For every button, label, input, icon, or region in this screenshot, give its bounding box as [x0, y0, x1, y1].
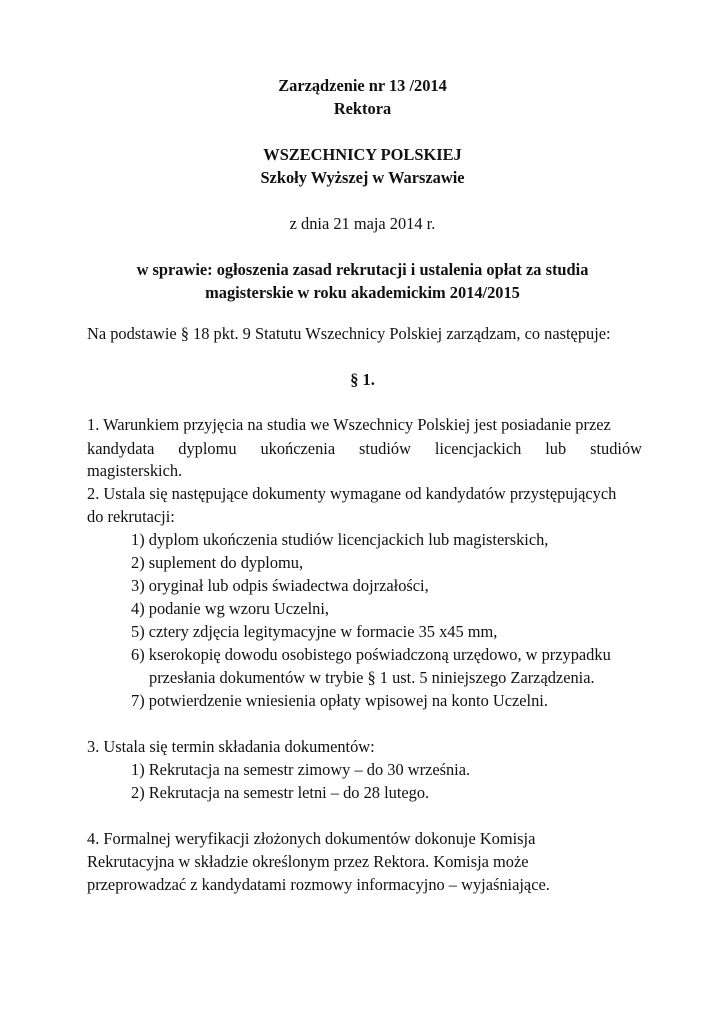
list-item: 3) oryginał lub odpis świadectwa dojrzałości,: [131, 576, 429, 595]
section-heading: § 1.: [350, 370, 375, 389]
legal-basis: Na podstawie § 18 pkt. 9 Statutu Wszechnicy Polskiej zarządzam, co następuje:: [87, 324, 611, 343]
paragraph-4-line-3: przeprowadzać z kandydatami rozmowy informacyjno – wyjaśniające.: [87, 875, 550, 894]
paragraph-3-line-1: 3. Ustala się termin składania dokumentów:: [87, 737, 375, 756]
paragraph-2-line-2: do rekrutacji:: [87, 507, 175, 526]
list-item: 1) dyplom ukończenia studiów licencjackich lub magisterskich,: [131, 530, 549, 549]
paragraph-1-line-3: magisterskich.: [87, 461, 183, 480]
paragraph-1-line-1: 1. Warunkiem przyjęcia na studia we Wszechnicy Polskiej jest posiadanie przez: [87, 415, 611, 434]
list-item: 2) suplement do dyplomu,: [131, 553, 304, 572]
paragraph-4-line-1: 4. Formalnej weryfikacji złożonych dokumentów dokonuje Komisja: [87, 829, 536, 848]
list-item: 6) kserokopię dowodu osobistego poświadczoną urzędowo, w przypadku: [131, 645, 611, 664]
list-item: 5) cztery zdjęcia legitymacyjne w formacie 35 x45 mm,: [131, 622, 498, 641]
paragraph-2-line-1: 2. Ustala się następujące dokumenty wymagane od kandydatów przystępujących: [87, 484, 617, 503]
paragraph-1-line-2: kandydata dyplomu ukończenia studiów licencjackich lub studiów: [87, 439, 642, 458]
institution-name: WSZECHNICY POLSKIEJ: [263, 145, 462, 164]
subject-line-1: w sprawie: ogłoszenia zasad rekrutacji i ustalenia opłat za studia: [136, 260, 589, 279]
ordinance-title: Zarządzenie nr 13 /2014: [278, 76, 447, 95]
list-item: 1) Rekrutacja na semestr zimowy – do 30 września.: [131, 760, 471, 779]
list-item: 4) podanie wg wzoru Uczelni,: [131, 599, 329, 618]
list-item-continuation: przesłania dokumentów w trybie § 1 ust. 5 niniejszego Zarządzenia.: [149, 668, 595, 687]
subject-line-2: magisterskie w roku akademickim 2014/2015: [205, 283, 520, 302]
paragraph-4-line-2: Rekrutacyjna w składzie określonym przez Rektora. Komisja może: [87, 852, 529, 871]
list-item: 2) Rekrutacja na semestr letni – do 28 lutego.: [131, 783, 430, 802]
institution-subtitle: Szkoły Wyższej w Warszawie: [260, 168, 465, 187]
ordinance-issuer: Rektora: [333, 99, 392, 118]
ordinance-date: z dnia 21 maja 2014 r.: [289, 214, 436, 233]
list-item: 7) potwierdzenie wniesienia opłaty wpisowej na konto Uczelni.: [131, 691, 548, 710]
